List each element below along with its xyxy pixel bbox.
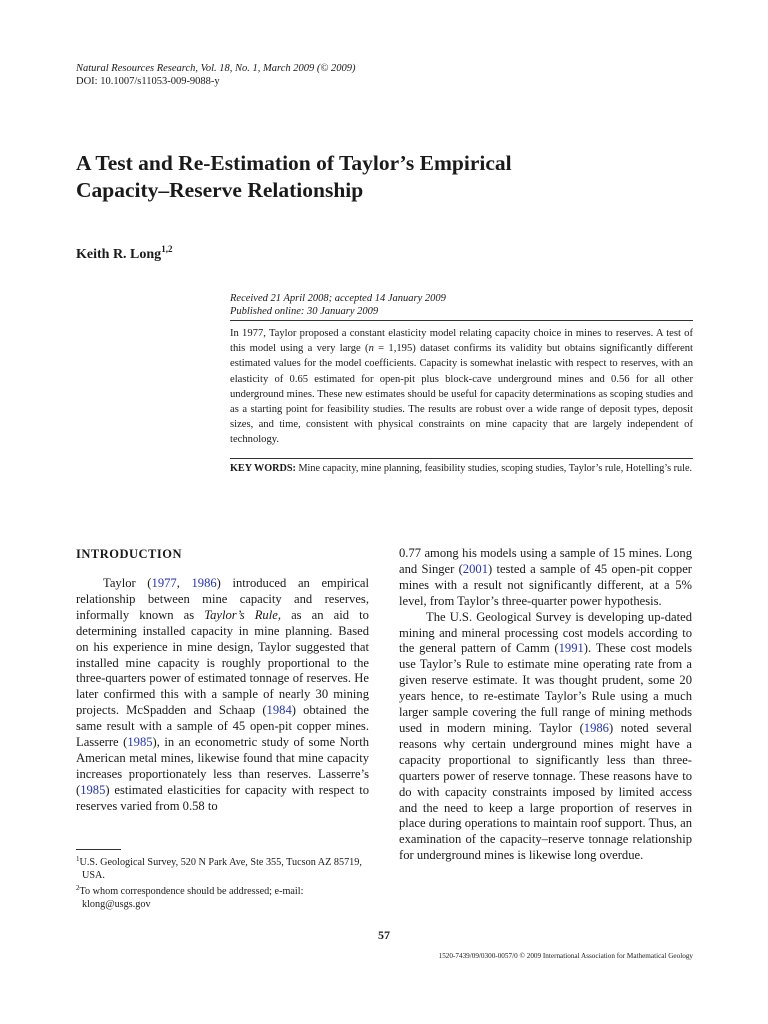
- published-date: Published online: 30 January 2009: [230, 305, 379, 317]
- author-line: [76, 244, 172, 263]
- left-column: [76, 576, 369, 815]
- keywords-text: Mine capacity, mine planning, feasibility studies, scoping studies, Taylor’s rule, Hotelling’s rule.: [295, 463, 693, 474]
- author-name: Keith R. Long: [76, 247, 162, 262]
- keywords-rule: [230, 458, 693, 459]
- keywords: [230, 463, 693, 476]
- doi-line: DOI: 10.1007/s11053-009-9088-y: [76, 76, 220, 87]
- citation-link[interactable]: 2001: [462, 561, 488, 576]
- footnote-2: $^2$To whom correspondence should be addressed; e-mail: klong@usgs.gov: [76, 884, 304, 910]
- citation-link[interactable]: 1991: [558, 641, 584, 656]
- citation-link[interactable]: 1985: [80, 782, 106, 797]
- paper-title: [76, 150, 696, 204]
- footnote-rule: [76, 849, 121, 850]
- intro-paragraph-2: The U.S. Geological Survey is developing up-dated mining and mineral processing cost models according to the general pattern of Camm (1991). These cost models use Taylor’s Rule to estimate mine operating rate from a given reserve estimate. It was thought prudent, some 20 years hence, to re-estimate Taylor’s Rule using a much larger sample covering the full range of mining methods used in modern mining. Taylor (1986) noted several reasons why certain underground mines might have a capacity proportional to significantly less than three-quarters power of reserve tonnage. These reasons have to do with capacity constraints imposed by limited access and the need to keep a large proportion of reserves in place during operations to maintain roof support. Thus, an examination of the capacity–reserve tonnage relationship for underground mines is likewise long overdue.: [399, 609, 693, 863]
- right-column: [399, 546, 692, 864]
- citation-link[interactable]: 1984: [266, 703, 292, 718]
- abstract: In 1977, Taylor proposed a constant elasticity model relating capacity choice in mines to reserves. A test of this model using a very large (n = 1,195) dataset confirms its validity but obtains significantly different estimated values for the model coefficients. Capacity is somewhat inelastic with respect to reserves, with an elasticity of 0.65 estimated for open-pit plus block-cave underground mines and 0.56 for all other underground mines. These new estimates should be useful for capacity determinations as scoping studies and as a starting point for feasibility studies. The results are robust over a wide range of deposit types, deposit sizes, and time, consistent with physical constraints on mine capacity that are largely independent of technology.: [230, 328, 693, 446]
- abstract-top-rule: [230, 320, 693, 321]
- title-line-2: Capacity–Reserve Relationship: [76, 178, 364, 202]
- copyright-line: 1520-7439/09/0300-0057/0 © 2009 International Association for Mathematical Geology: [438, 952, 693, 960]
- keywords-label: KEY WORDS:: [230, 463, 296, 474]
- article-dates: [230, 293, 446, 318]
- citation-link[interactable]: 1977: [151, 576, 177, 590]
- footnotes: [76, 853, 370, 911]
- received-date: Received 21 April 2008; accepted 14 January 2009: [230, 293, 446, 304]
- author-affiliation-marks: 1,2: [161, 244, 173, 254]
- intro-paragraph-1: Taylor (1977, 1986) introduced an empirical relationship between mine capacity and reserves, informally known as Taylor’s Rule, as an aid to determining installed capacity in mine planning. Based on his experience in mine design, Taylor suggested that installed mine capacity is roughly proportional to the three-quarters power of estimated tonnage of reserves. He later confirmed this with a sample of nearly 30 mining projects. McSpadden and Schaap (1984) obtained the same result with a sample of 45 open-pit copper mines. Lasserre (1985), in an econometric study of some North American metal mines, likewise found that mine capacity increases proportionately less than reserves. Lasserre’s (1985) estimated elasticities for capacity with respect to reserves varied from 0.58 to: [76, 576, 369, 813]
- citation-link[interactable]: 1986: [583, 720, 609, 735]
- footnote-1: $^1$U.S. Geological Survey, 520 N Park Ave, Ste 355, Tucson AZ 85719, USA.: [76, 855, 362, 881]
- citation-link[interactable]: 1985: [127, 735, 153, 750]
- n-symbol: n: [368, 343, 374, 355]
- journal-citation: Natural Resources Research, Vol. 18, No. 1, March 2009 (© 2009): [76, 63, 356, 74]
- citation-link[interactable]: 1986: [191, 576, 217, 590]
- page-number: 57: [378, 928, 390, 942]
- section-heading-introduction: INTRODUCTION: [76, 547, 183, 561]
- intro-paragraph-1-continued: 0.77 among his models using a sample of 15 mines. Long and Singer (2001) tested a sample of 45 open-pit copper mines with a result not significantly different, at a 5% level, from Taylor’s three-quarter power hypothesis.: [399, 546, 692, 608]
- title-line-1: A Test and Re-Estimation of Taylor’s Empirical: [76, 151, 512, 175]
